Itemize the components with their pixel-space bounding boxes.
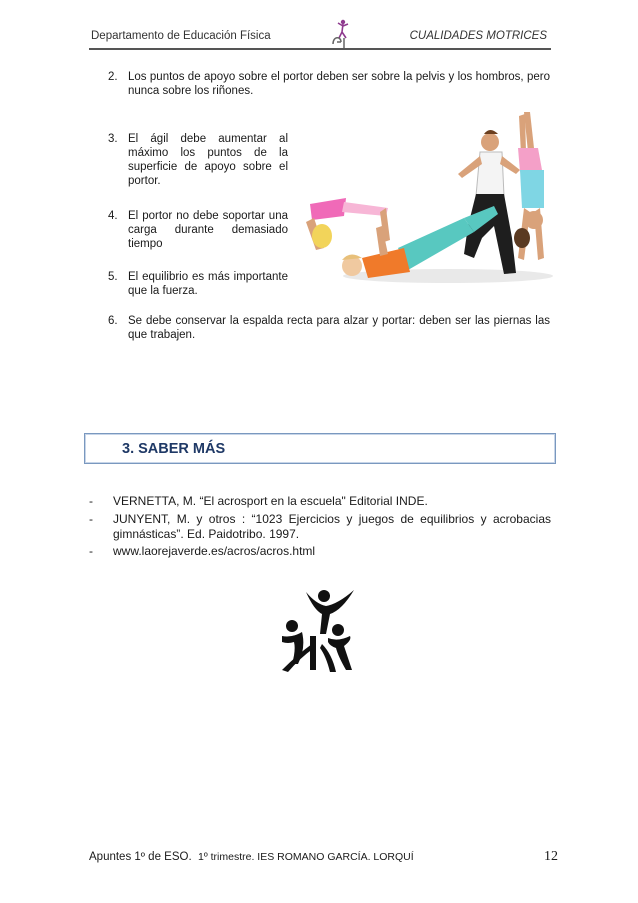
gymnast-logo-icon bbox=[329, 18, 355, 50]
header-topic: CUALIDADES MOTRICES bbox=[409, 30, 547, 42]
item-number: 3. bbox=[108, 133, 118, 145]
reference-dash: - bbox=[89, 494, 93, 508]
item-text-content: Los puntos de apoyo sobre el portor deben ser sobre la pelvis y los hombros, pero nunca sobre los riñones. bbox=[128, 71, 550, 97]
item-text: Se debe conservar la espalda recta para alzar y portar: deben ser las piernas las que trabajen. bbox=[128, 315, 550, 341]
section-heading-box bbox=[84, 433, 556, 464]
acrobatic-pyramid-illustration bbox=[298, 108, 556, 286]
footer-course-info bbox=[89, 851, 414, 863]
footer-course: Apuntes 1º de ESO. bbox=[89, 851, 192, 863]
page-number: 12 bbox=[544, 849, 558, 864]
page-header bbox=[89, 18, 551, 50]
item-number: 5. bbox=[108, 271, 118, 283]
reference-text: JUNYENT, M. y otros : “1023 Ejercicios y juegos de equilibrios y acrobacias gimnásticas”. Ed. Paidotribo. 1997. bbox=[113, 512, 551, 541]
item-text: El portor no debe soportar una carga durante demasiado tiempo bbox=[128, 210, 288, 250]
acrosport-pictogram-icon bbox=[276, 584, 362, 674]
item-text: El ágil debe aumentar al máximo los puntos de la superficie de apoyo sobre el portor. bbox=[128, 133, 288, 187]
item-text bbox=[128, 70, 550, 98]
header-department: Departamento de Educación Física bbox=[91, 30, 271, 42]
section-title: 3. SABER MÁS bbox=[122, 441, 226, 457]
reference-text: VERNETTA, M. “El acrosport en la escuela" Editorial INDE. bbox=[113, 494, 428, 508]
header-rule bbox=[89, 48, 551, 50]
item-number: 6. bbox=[108, 315, 118, 327]
reference-link[interactable]: www.laorejaverde.es/acros/acros.html bbox=[113, 544, 316, 558]
item-number: 4. bbox=[108, 210, 118, 222]
item-text: El equilibrio es más importante que la fuerza. bbox=[128, 271, 288, 297]
reference-dash: - bbox=[89, 544, 93, 558]
reference-dash: - bbox=[89, 512, 93, 526]
item-number: 2. bbox=[108, 71, 118, 83]
footer-school: 1º trimestre. IES ROMANO GARCÍA. LORQUÍ bbox=[198, 851, 414, 863]
